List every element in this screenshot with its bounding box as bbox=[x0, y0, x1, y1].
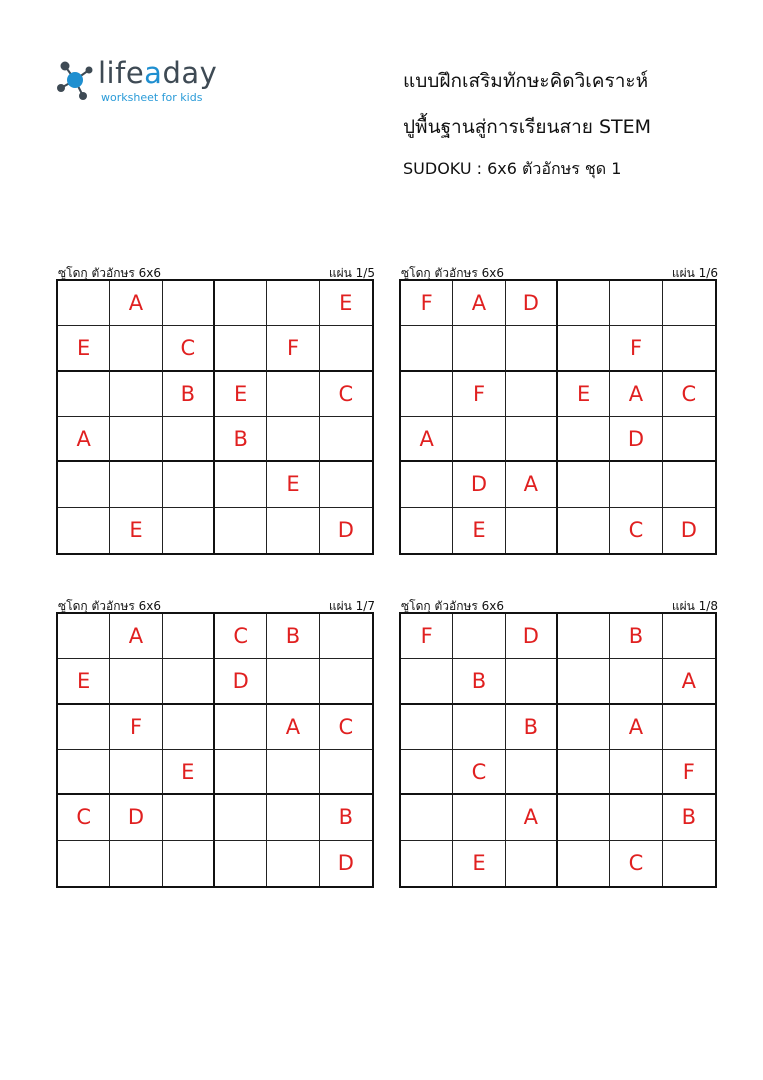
sudoku-cell bbox=[267, 281, 319, 326]
sudoku-grid bbox=[56, 279, 374, 555]
sudoku-cell: D bbox=[610, 417, 662, 462]
sudoku-cell: C bbox=[610, 841, 662, 886]
sudoku-cell bbox=[610, 795, 662, 840]
sudoku-cell bbox=[506, 659, 558, 704]
sudoku-cell: E bbox=[58, 326, 110, 371]
sudoku-cell bbox=[110, 841, 162, 886]
sudoku-cell: D bbox=[506, 614, 558, 659]
sudoku-cell bbox=[320, 659, 372, 704]
sudoku-cell: A bbox=[267, 705, 319, 750]
sudoku-cell bbox=[453, 705, 505, 750]
sudoku-cell bbox=[663, 326, 715, 371]
logo-molecule-icon bbox=[55, 58, 95, 102]
sudoku-cell bbox=[320, 326, 372, 371]
sudoku-cell: B bbox=[610, 614, 662, 659]
sudoku-cell bbox=[215, 705, 267, 750]
sudoku-cell bbox=[320, 614, 372, 659]
sudoku-cell bbox=[58, 508, 110, 553]
sudoku-cell bbox=[506, 750, 558, 795]
sudoku-cell bbox=[558, 614, 610, 659]
sudoku-cell: A bbox=[610, 705, 662, 750]
sudoku-cell bbox=[110, 462, 162, 507]
sudoku-cell: A bbox=[110, 614, 162, 659]
sudoku-cell bbox=[320, 417, 372, 462]
sudoku-cell: B bbox=[163, 372, 215, 417]
sudoku-cell: F bbox=[453, 372, 505, 417]
sudoku-cell bbox=[110, 372, 162, 417]
sudoku-cell: F bbox=[610, 326, 662, 371]
worksheet-set-label: SUDOKU : 6x6 ตัวอักษร ชุด 1 bbox=[403, 159, 622, 178]
sudoku-cell bbox=[558, 841, 610, 886]
sudoku-cell bbox=[558, 281, 610, 326]
sudoku-cell bbox=[110, 750, 162, 795]
sudoku-cell bbox=[558, 417, 610, 462]
puzzle-sheet-number: แผ่น 1/7 bbox=[328, 599, 375, 613]
sudoku-cell: F bbox=[110, 705, 162, 750]
sudoku-cell: E bbox=[453, 841, 505, 886]
sudoku-cell: B bbox=[320, 795, 372, 840]
sudoku-cell: A bbox=[58, 417, 110, 462]
sudoku-cell: E bbox=[453, 508, 505, 553]
sudoku-cell: A bbox=[506, 462, 558, 507]
puzzle-sheet-number: แผ่น 1/8 bbox=[671, 599, 718, 613]
sudoku-cell: B bbox=[267, 614, 319, 659]
sudoku-cell bbox=[558, 705, 610, 750]
sudoku-cell bbox=[401, 326, 453, 371]
sudoku-cell bbox=[401, 508, 453, 553]
sudoku-cell: E bbox=[267, 462, 319, 507]
sudoku-cell bbox=[401, 462, 453, 507]
sudoku-cell bbox=[267, 417, 319, 462]
sudoku-cell: D bbox=[215, 659, 267, 704]
sudoku-cell: A bbox=[506, 795, 558, 840]
sudoku-cell bbox=[267, 750, 319, 795]
sudoku-grid bbox=[56, 612, 374, 888]
sudoku-cell: E bbox=[558, 372, 610, 417]
sudoku-cell bbox=[58, 281, 110, 326]
sudoku-cell bbox=[453, 326, 505, 371]
sudoku-cell bbox=[320, 462, 372, 507]
sudoku-cell bbox=[663, 417, 715, 462]
sudoku-cell bbox=[110, 417, 162, 462]
sudoku-cell: B bbox=[215, 417, 267, 462]
sudoku-cell bbox=[610, 750, 662, 795]
sudoku-cell: C bbox=[663, 372, 715, 417]
sudoku-cell bbox=[453, 614, 505, 659]
sudoku-cell: E bbox=[215, 372, 267, 417]
sudoku-cell bbox=[401, 750, 453, 795]
sudoku-cell bbox=[610, 462, 662, 507]
sudoku-cell: A bbox=[401, 417, 453, 462]
sudoku-cell bbox=[401, 841, 453, 886]
sudoku-grid bbox=[399, 612, 717, 888]
sudoku-cell: F bbox=[267, 326, 319, 371]
sudoku-cell bbox=[401, 659, 453, 704]
sudoku-cell bbox=[320, 750, 372, 795]
lifeaday-logo bbox=[55, 58, 225, 108]
sudoku-cell: C bbox=[320, 705, 372, 750]
sudoku-cell bbox=[267, 508, 319, 553]
sudoku-cell bbox=[610, 659, 662, 704]
sudoku-cell bbox=[215, 750, 267, 795]
worksheet-subtitle: ปูพื้นฐานสู่การเรียนสาย STEM bbox=[403, 116, 652, 138]
sudoku-cell bbox=[558, 750, 610, 795]
sudoku-cell bbox=[215, 841, 267, 886]
sudoku-cell bbox=[163, 841, 215, 886]
sudoku-cell bbox=[110, 659, 162, 704]
sudoku-cell: E bbox=[320, 281, 372, 326]
sudoku-cell bbox=[663, 614, 715, 659]
sudoku-cell: D bbox=[506, 281, 558, 326]
sudoku-cell bbox=[506, 417, 558, 462]
sudoku-grid bbox=[399, 279, 717, 555]
sudoku-cell: C bbox=[58, 795, 110, 840]
puzzle-caption: ซูโดกุ ตัวอักษร 6x6 bbox=[401, 266, 505, 280]
sudoku-cell bbox=[663, 462, 715, 507]
sudoku-cell bbox=[215, 281, 267, 326]
sudoku-cell bbox=[506, 326, 558, 371]
sudoku-cell bbox=[163, 795, 215, 840]
sudoku-cell bbox=[58, 614, 110, 659]
worksheet-title: แบบฝึกเสริมทักษะคิดวิเคราะห์ bbox=[403, 70, 649, 92]
sudoku-cell bbox=[163, 705, 215, 750]
logo-name: lifeaday bbox=[98, 56, 218, 90]
sudoku-cell bbox=[58, 705, 110, 750]
sudoku-cell: F bbox=[401, 614, 453, 659]
sudoku-cell bbox=[215, 508, 267, 553]
sudoku-cell: A bbox=[610, 372, 662, 417]
sudoku-cell: D bbox=[453, 462, 505, 507]
sudoku-cell: E bbox=[58, 659, 110, 704]
sudoku-cell: A bbox=[663, 659, 715, 704]
sudoku-cell bbox=[558, 508, 610, 553]
sudoku-cell: C bbox=[453, 750, 505, 795]
sudoku-cell bbox=[163, 462, 215, 507]
sudoku-cell: F bbox=[663, 750, 715, 795]
sudoku-cell bbox=[58, 462, 110, 507]
sudoku-cell bbox=[610, 281, 662, 326]
sudoku-cell: E bbox=[110, 508, 162, 553]
logo-tagline: worksheet for kids bbox=[101, 91, 203, 104]
sudoku-cell: D bbox=[110, 795, 162, 840]
sudoku-cell: E bbox=[163, 750, 215, 795]
sudoku-cell bbox=[215, 326, 267, 371]
sudoku-cell bbox=[453, 417, 505, 462]
sudoku-cell bbox=[58, 372, 110, 417]
sudoku-cell bbox=[401, 705, 453, 750]
sudoku-cell: C bbox=[163, 326, 215, 371]
sudoku-cell bbox=[558, 659, 610, 704]
sudoku-cell: C bbox=[215, 614, 267, 659]
sudoku-cell bbox=[163, 508, 215, 553]
sudoku-cell: B bbox=[506, 705, 558, 750]
sudoku-cell bbox=[558, 462, 610, 507]
sudoku-cell bbox=[558, 326, 610, 371]
sudoku-cell: A bbox=[453, 281, 505, 326]
sudoku-cell: F bbox=[401, 281, 453, 326]
sudoku-cell bbox=[663, 841, 715, 886]
sudoku-cell: D bbox=[337, 518, 354, 543]
sudoku-cell bbox=[506, 508, 558, 553]
sudoku-cell bbox=[215, 795, 267, 840]
sudoku-cell bbox=[267, 795, 319, 840]
sudoku-cell bbox=[558, 795, 610, 840]
sudoku-cell bbox=[267, 659, 319, 704]
sudoku-cell: D bbox=[337, 851, 354, 876]
sudoku-cell bbox=[401, 795, 453, 840]
sudoku-cell bbox=[163, 281, 215, 326]
sudoku-cell bbox=[453, 795, 505, 840]
sudoku-cell bbox=[215, 462, 267, 507]
sudoku-cell: C bbox=[320, 372, 372, 417]
puzzle-caption: ซูโดกุ ตัวอักษร 6x6 bbox=[401, 599, 505, 613]
puzzle-sheet-number: แผ่น 1/5 bbox=[328, 266, 375, 280]
puzzle-sheet-number: แผ่น 1/6 bbox=[671, 266, 718, 280]
sudoku-cell: A bbox=[110, 281, 162, 326]
sudoku-cell bbox=[663, 281, 715, 326]
puzzle-caption: ซูโดกุ ตัวอักษร 6x6 bbox=[58, 599, 162, 613]
sudoku-cell bbox=[663, 705, 715, 750]
sudoku-cell bbox=[267, 841, 319, 886]
sudoku-cell bbox=[401, 372, 453, 417]
sudoku-cell: D bbox=[680, 518, 697, 543]
sudoku-cell bbox=[267, 372, 319, 417]
puzzle-caption: ซูโดกุ ตัวอักษร 6x6 bbox=[58, 266, 162, 280]
sudoku-cell bbox=[58, 750, 110, 795]
sudoku-cell bbox=[110, 326, 162, 371]
sudoku-cell bbox=[163, 614, 215, 659]
sudoku-cell bbox=[58, 841, 110, 886]
sudoku-cell bbox=[163, 659, 215, 704]
sudoku-cell: B bbox=[453, 659, 505, 704]
sudoku-cell bbox=[163, 417, 215, 462]
sudoku-cell: C bbox=[610, 508, 662, 553]
sudoku-cell: B bbox=[663, 795, 715, 840]
sudoku-cell bbox=[506, 372, 558, 417]
sudoku-cell bbox=[506, 841, 558, 886]
